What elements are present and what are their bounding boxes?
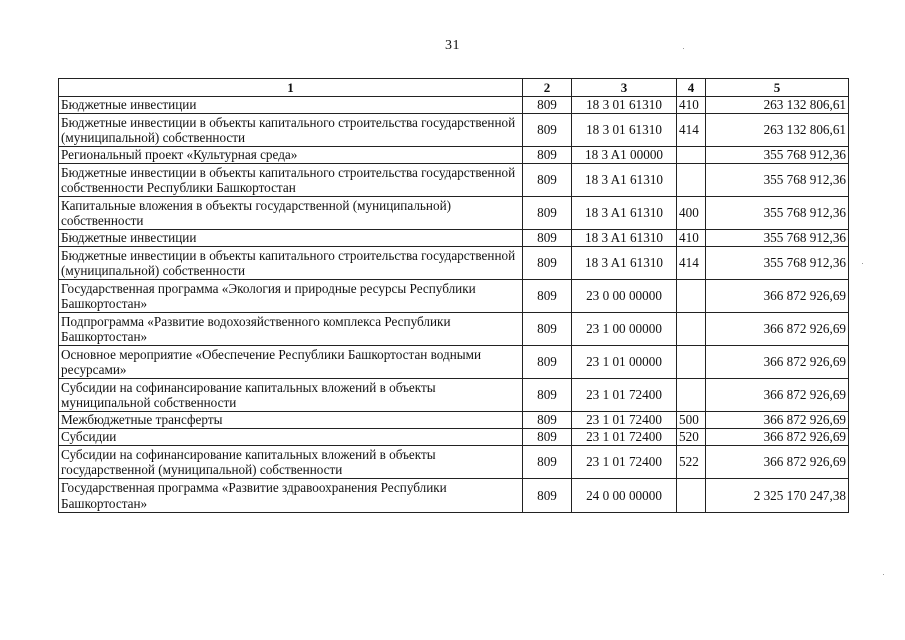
row-ved-cell: 809 [523, 313, 572, 346]
column-header-csr: 3 [572, 79, 677, 97]
row-ved-cell: 809 [523, 97, 572, 114]
scan-speck [683, 48, 684, 49]
row-ved-cell: 809 [523, 164, 572, 197]
row-csr-cell: 23 1 00 00000 [572, 313, 677, 346]
row-ved-cell: 809 [523, 379, 572, 412]
row-vr-cell: 520 [677, 429, 706, 446]
row-sum-cell: 355 768 912,36 [706, 230, 849, 247]
row-vr-cell: 410 [677, 230, 706, 247]
row-sum-cell: 366 872 926,69 [706, 429, 849, 446]
row-csr-cell: 18 3 A1 61310 [572, 164, 677, 197]
table-row [59, 230, 849, 247]
row-sum-cell: 366 872 926,69 [706, 412, 849, 429]
page-number: 31 [445, 38, 460, 53]
table-row [59, 164, 849, 197]
row-ved-cell: 809 [523, 429, 572, 446]
row-vr-cell: 400 [677, 197, 706, 230]
column-header-name: 1 [59, 79, 523, 97]
row-name-cell: Основное мероприятие «Обеспечение Республики Башкортостан водными ресурсами» [59, 346, 523, 379]
table-row [59, 346, 849, 379]
table-row [59, 446, 849, 479]
row-sum-cell: 355 768 912,36 [706, 164, 849, 197]
row-csr-cell: 18 3 A1 61310 [572, 247, 677, 280]
row-csr-cell: 23 1 01 72400 [572, 412, 677, 429]
row-ved-cell: 809 [523, 446, 572, 479]
row-vr-cell [677, 346, 706, 379]
row-ved-cell: 809 [523, 280, 572, 313]
row-ved-cell: 809 [523, 147, 572, 164]
row-csr-cell: 18 3 01 61310 [572, 97, 677, 114]
row-vr-cell: 410 [677, 97, 706, 114]
row-ved-cell: 809 [523, 479, 572, 513]
row-name-cell: Региональный проект «Культурная среда» [59, 147, 523, 164]
row-ved-cell: 809 [523, 247, 572, 280]
row-csr-cell: 23 1 01 00000 [572, 346, 677, 379]
row-sum-cell: 355 768 912,36 [706, 247, 849, 280]
row-csr-cell: 18 3 01 61310 [572, 114, 677, 147]
scan-speck [883, 574, 884, 575]
row-vr-cell [677, 479, 706, 513]
table-row [59, 379, 849, 412]
table-row [59, 197, 849, 230]
row-csr-cell: 18 3 A1 00000 [572, 147, 677, 164]
row-vr-cell: 414 [677, 247, 706, 280]
row-ved-cell: 809 [523, 230, 572, 247]
row-vr-cell [677, 164, 706, 197]
row-name-cell: Субсидии [59, 429, 523, 446]
budget-table [58, 78, 849, 513]
column-header-vr: 4 [677, 79, 706, 97]
row-sum-cell: 263 132 806,61 [706, 97, 849, 114]
row-name-cell: Подпрограмма «Развитие водохозяйственного комплекса Республики Башкортостан» [59, 313, 523, 346]
row-vr-cell: 522 [677, 446, 706, 479]
row-name-cell: Бюджетные инвестиции в объекты капитального строительства государственной (муниципальной) собственности [59, 114, 523, 147]
table-row [59, 147, 849, 164]
row-name-cell: Капитальные вложения в объекты государственной (муниципальной) собственности [59, 197, 523, 230]
row-name-cell: Субсидии на софинансирование капитальных вложений в объекты муниципальной собственности [59, 379, 523, 412]
row-vr-cell [677, 379, 706, 412]
row-name-cell: Бюджетные инвестиции [59, 230, 523, 247]
row-name-cell: Межбюджетные трансферты [59, 412, 523, 429]
row-csr-cell: 23 0 00 00000 [572, 280, 677, 313]
row-name-cell: Государственная программа «Экология и природные ресурсы Республики Башкортостан» [59, 280, 523, 313]
row-ved-cell: 809 [523, 346, 572, 379]
row-ved-cell: 809 [523, 114, 572, 147]
row-sum-cell: 366 872 926,69 [706, 346, 849, 379]
row-vr-cell: 414 [677, 114, 706, 147]
table-row [59, 97, 849, 114]
row-csr-cell: 23 1 01 72400 [572, 379, 677, 412]
row-csr-cell: 24 0 00 00000 [572, 479, 677, 513]
row-vr-cell [677, 280, 706, 313]
row-sum-cell: 366 872 926,69 [706, 313, 849, 346]
scan-speck [862, 263, 863, 264]
row-vr-cell [677, 147, 706, 164]
row-name-cell: Субсидии на софинансирование капитальных вложений в объекты государственной (муниципальной) собственности [59, 446, 523, 479]
row-csr-cell: 18 3 A1 61310 [572, 230, 677, 247]
row-csr-cell: 23 1 01 72400 [572, 429, 677, 446]
row-ved-cell: 809 [523, 197, 572, 230]
row-sum-cell: 355 768 912,36 [706, 147, 849, 164]
row-vr-cell: 500 [677, 412, 706, 429]
row-csr-cell: 18 3 A1 61310 [572, 197, 677, 230]
row-name-cell: Бюджетные инвестиции в объекты капитального строительства государственной собственности Республики Башкортостан [59, 164, 523, 197]
table-body [59, 97, 849, 513]
row-sum-cell: 366 872 926,69 [706, 379, 849, 412]
row-name-cell: Государственная программа «Развитие здравоохранения Республики Башкортостан» [59, 479, 523, 513]
table-row [59, 412, 849, 429]
row-sum-cell: 263 132 806,61 [706, 114, 849, 147]
table-row [59, 247, 849, 280]
table-header-row [59, 79, 849, 97]
table-row [59, 114, 849, 147]
row-csr-cell: 23 1 01 72400 [572, 446, 677, 479]
table-row [59, 429, 849, 446]
row-name-cell: Бюджетные инвестиции в объекты капитального строительства государственной (муниципальной) собственности [59, 247, 523, 280]
row-name-cell: Бюджетные инвестиции [59, 97, 523, 114]
row-sum-cell: 366 872 926,69 [706, 280, 849, 313]
column-header-ved: 2 [523, 79, 572, 97]
table-row [59, 479, 849, 513]
row-sum-cell: 355 768 912,36 [706, 197, 849, 230]
row-sum-cell: 2 325 170 247,38 [706, 479, 849, 513]
column-header-sum: 5 [706, 79, 849, 97]
row-ved-cell: 809 [523, 412, 572, 429]
row-vr-cell [677, 313, 706, 346]
row-sum-cell: 366 872 926,69 [706, 446, 849, 479]
table-row [59, 280, 849, 313]
table-row [59, 313, 849, 346]
